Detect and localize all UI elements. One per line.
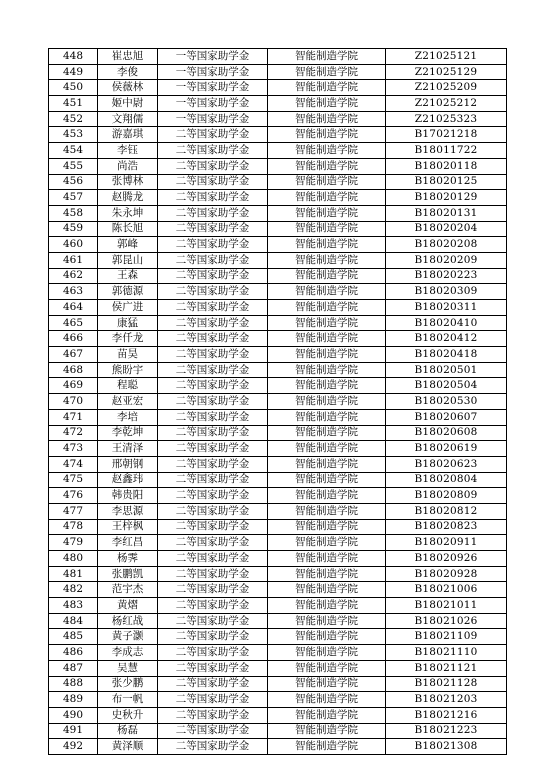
cell-sequence-number: 470 (49, 394, 98, 410)
table-row (49, 49, 507, 65)
cell-student-name: 游嘉琪 (98, 127, 158, 143)
cell-college: 智能制造学院 (268, 660, 386, 676)
table-row (49, 80, 507, 96)
cell-college: 智能制造学院 (268, 488, 386, 504)
cell-award-type: 二等国家助学金 (158, 284, 268, 300)
cell-college: 智能制造学院 (268, 205, 386, 221)
cell-award-type: 二等国家助学金 (158, 707, 268, 723)
cell-student-id: B18020928 (386, 566, 507, 582)
cell-student-id: B18020623 (386, 456, 507, 472)
table-row (49, 582, 507, 598)
cell-college: 智能制造学院 (268, 692, 386, 708)
cell-student-name: 黄熠 (98, 598, 158, 614)
cell-college: 智能制造学院 (268, 268, 386, 284)
cell-sequence-number: 449 (49, 64, 98, 80)
cell-student-id: B18021223 (386, 723, 507, 739)
table-row (49, 127, 507, 143)
cell-college: 智能制造学院 (268, 300, 386, 316)
cell-award-type: 二等国家助学金 (158, 158, 268, 174)
table-row (49, 441, 507, 457)
table-row (49, 315, 507, 331)
cell-student-id: B18020208 (386, 237, 507, 253)
cell-college: 智能制造学院 (268, 645, 386, 661)
table-row (49, 535, 507, 551)
cell-college: 智能制造学院 (268, 409, 386, 425)
cell-student-name: 朱永坤 (98, 205, 158, 221)
table-row (49, 551, 507, 567)
cell-award-type: 二等国家助学金 (158, 676, 268, 692)
cell-award-type: 二等国家助学金 (158, 394, 268, 410)
cell-student-name: 李乾坤 (98, 425, 158, 441)
cell-student-name: 黄泽顺 (98, 739, 158, 755)
cell-student-id: B18021216 (386, 707, 507, 723)
cell-student-id: Z21025209 (386, 80, 507, 96)
cell-student-id: B18021011 (386, 598, 507, 614)
cell-award-type: 二等国家助学金 (158, 692, 268, 708)
cell-sequence-number: 451 (49, 96, 98, 112)
cell-student-id: B18021308 (386, 739, 507, 755)
table-row (49, 488, 507, 504)
cell-college: 智能制造学院 (268, 503, 386, 519)
cell-award-type: 二等国家助学金 (158, 221, 268, 237)
cell-college: 智能制造学院 (268, 535, 386, 551)
cell-award-type: 二等国家助学金 (158, 566, 268, 582)
cell-student-id: B18020410 (386, 315, 507, 331)
cell-award-type: 二等国家助学金 (158, 425, 268, 441)
table-row (49, 456, 507, 472)
table-row (49, 503, 507, 519)
cell-student-name: 杨磊 (98, 723, 158, 739)
cell-sequence-number: 466 (49, 331, 98, 347)
cell-award-type: 二等国家助学金 (158, 409, 268, 425)
cell-student-name: 李成志 (98, 645, 158, 661)
cell-student-name: 李俊 (98, 64, 158, 80)
cell-award-type: 二等国家助学金 (158, 519, 268, 535)
table-row (49, 237, 507, 253)
cell-college: 智能制造学院 (268, 174, 386, 190)
cell-award-type: 二等国家助学金 (158, 378, 268, 394)
table-row (49, 378, 507, 394)
cell-sequence-number: 461 (49, 252, 98, 268)
cell-sequence-number: 475 (49, 472, 98, 488)
cell-college: 智能制造学院 (268, 111, 386, 127)
cell-college: 智能制造学院 (268, 64, 386, 80)
cell-college: 智能制造学院 (268, 252, 386, 268)
table-row (49, 362, 507, 378)
cell-student-id: B18020504 (386, 378, 507, 394)
table-row (49, 347, 507, 363)
cell-student-id: B18011722 (386, 143, 507, 159)
cell-sequence-number: 478 (49, 519, 98, 535)
cell-student-name: 郭德源 (98, 284, 158, 300)
cell-student-id: B18020619 (386, 441, 507, 457)
cell-college: 智能制造学院 (268, 190, 386, 206)
cell-college: 智能制造学院 (268, 221, 386, 237)
cell-award-type: 二等国家助学金 (158, 629, 268, 645)
cell-student-id: B17021218 (386, 127, 507, 143)
table-row (49, 252, 507, 268)
table-row (49, 409, 507, 425)
cell-student-id: B18020209 (386, 252, 507, 268)
cell-college: 智能制造学院 (268, 284, 386, 300)
table-row (49, 566, 507, 582)
cell-sequence-number: 458 (49, 205, 98, 221)
cell-college: 智能制造学院 (268, 237, 386, 253)
cell-student-id: B18020204 (386, 221, 507, 237)
cell-student-id: Z21025121 (386, 49, 507, 65)
cell-sequence-number: 469 (49, 378, 98, 394)
cell-sequence-number: 483 (49, 598, 98, 614)
table-row (49, 96, 507, 112)
cell-sequence-number: 453 (49, 127, 98, 143)
cell-college: 智能制造学院 (268, 739, 386, 755)
table-row (49, 472, 507, 488)
cell-student-id: B18021121 (386, 660, 507, 676)
cell-student-name: 王森 (98, 268, 158, 284)
cell-student-name: 尚浩 (98, 158, 158, 174)
cell-sequence-number: 474 (49, 456, 98, 472)
cell-sequence-number: 479 (49, 535, 98, 551)
cell-college: 智能制造学院 (268, 629, 386, 645)
cell-college: 智能制造学院 (268, 707, 386, 723)
table-row (49, 707, 507, 723)
cell-sequence-number: 473 (49, 441, 98, 457)
cell-award-type: 二等国家助学金 (158, 190, 268, 206)
cell-student-name: 杨红战 (98, 613, 158, 629)
cell-college: 智能制造学院 (268, 582, 386, 598)
table-row (49, 190, 507, 206)
cell-sequence-number: 456 (49, 174, 98, 190)
table-row (49, 111, 507, 127)
cell-student-name: 吴慧 (98, 660, 158, 676)
cell-student-id: B18020118 (386, 158, 507, 174)
cell-award-type: 二等国家助学金 (158, 503, 268, 519)
cell-college: 智能制造学院 (268, 566, 386, 582)
cell-student-name: 布一帆 (98, 692, 158, 708)
cell-student-name: 侯广进 (98, 300, 158, 316)
cell-college: 智能制造学院 (268, 441, 386, 457)
cell-college: 智能制造学院 (268, 331, 386, 347)
cell-award-type: 二等国家助学金 (158, 237, 268, 253)
cell-sequence-number: 468 (49, 362, 98, 378)
cell-student-id: B18020131 (386, 205, 507, 221)
table-row (49, 174, 507, 190)
table-body (49, 49, 507, 755)
grant-list-table (48, 48, 507, 755)
cell-student-id: B18021128 (386, 676, 507, 692)
cell-college: 智能制造学院 (268, 613, 386, 629)
table-row (49, 205, 507, 221)
cell-student-name: 程聪 (98, 378, 158, 394)
cell-sequence-number: 489 (49, 692, 98, 708)
cell-student-id: B18020530 (386, 394, 507, 410)
cell-college: 智能制造学院 (268, 425, 386, 441)
cell-award-type: 二等国家助学金 (158, 362, 268, 378)
table-row (49, 300, 507, 316)
cell-sequence-number: 463 (49, 284, 98, 300)
cell-sequence-number: 486 (49, 645, 98, 661)
table-row (49, 331, 507, 347)
table-row (49, 221, 507, 237)
cell-student-name: 文翔儒 (98, 111, 158, 127)
table-row (49, 629, 507, 645)
cell-award-type: 二等国家助学金 (158, 582, 268, 598)
table-row (49, 739, 507, 755)
table-row (49, 660, 507, 676)
cell-student-id: B18021110 (386, 645, 507, 661)
cell-college: 智能制造学院 (268, 143, 386, 159)
cell-award-type: 二等国家助学金 (158, 723, 268, 739)
cell-student-id: B18020125 (386, 174, 507, 190)
cell-award-type: 一等国家助学金 (158, 49, 268, 65)
cell-college: 智能制造学院 (268, 362, 386, 378)
cell-sequence-number: 492 (49, 739, 98, 755)
cell-award-type: 二等国家助学金 (158, 300, 268, 316)
cell-student-name: 赵腾龙 (98, 190, 158, 206)
table-row (49, 519, 507, 535)
cell-award-type: 二等国家助学金 (158, 660, 268, 676)
cell-sequence-number: 485 (49, 629, 98, 645)
cell-college: 智能制造学院 (268, 347, 386, 363)
cell-student-id: B18020608 (386, 425, 507, 441)
cell-award-type: 一等国家助学金 (158, 80, 268, 96)
cell-student-id: B18020129 (386, 190, 507, 206)
cell-award-type: 二等国家助学金 (158, 174, 268, 190)
cell-student-name: 郭昆山 (98, 252, 158, 268)
table-row (49, 645, 507, 661)
cell-award-type: 二等国家助学金 (158, 488, 268, 504)
cell-student-name: 李钰 (98, 143, 158, 159)
cell-student-name: 陈长旭 (98, 221, 158, 237)
cell-student-name: 赵亚宏 (98, 394, 158, 410)
cell-college: 智能制造学院 (268, 378, 386, 394)
cell-sequence-number: 487 (49, 660, 98, 676)
cell-student-id: B18020418 (386, 347, 507, 363)
cell-student-name: 张鹏凯 (98, 566, 158, 582)
cell-student-name: 郭峰 (98, 237, 158, 253)
cell-college: 智能制造学院 (268, 394, 386, 410)
cell-sequence-number: 462 (49, 268, 98, 284)
cell-college: 智能制造学院 (268, 127, 386, 143)
cell-student-id: B18021109 (386, 629, 507, 645)
table-row (49, 425, 507, 441)
table-row (49, 692, 507, 708)
cell-sequence-number: 454 (49, 143, 98, 159)
cell-student-name: 张少鹏 (98, 676, 158, 692)
cell-sequence-number: 482 (49, 582, 98, 598)
cell-student-name: 韩贵阳 (98, 488, 158, 504)
table-row (49, 143, 507, 159)
cell-student-name: 侯薇林 (98, 80, 158, 96)
cell-sequence-number: 471 (49, 409, 98, 425)
cell-sequence-number: 481 (49, 566, 98, 582)
cell-student-name: 张博林 (98, 174, 158, 190)
cell-student-id: B18020911 (386, 535, 507, 551)
table-row (49, 268, 507, 284)
table-row (49, 676, 507, 692)
cell-award-type: 二等国家助学金 (158, 645, 268, 661)
cell-sequence-number: 467 (49, 347, 98, 363)
cell-sequence-number: 455 (49, 158, 98, 174)
cell-student-name: 赵鑫玮 (98, 472, 158, 488)
cell-college: 智能制造学院 (268, 49, 386, 65)
cell-sequence-number: 490 (49, 707, 98, 723)
cell-student-name: 李思源 (98, 503, 158, 519)
cell-college: 智能制造学院 (268, 80, 386, 96)
cell-college: 智能制造学院 (268, 519, 386, 535)
cell-award-type: 二等国家助学金 (158, 441, 268, 457)
cell-sequence-number: 476 (49, 488, 98, 504)
cell-award-type: 二等国家助学金 (158, 456, 268, 472)
cell-student-name: 苗昊 (98, 347, 158, 363)
cell-student-id: B18020412 (386, 331, 507, 347)
cell-college: 智能制造学院 (268, 456, 386, 472)
cell-student-id: B18021203 (386, 692, 507, 708)
table-row (49, 394, 507, 410)
cell-sequence-number: 452 (49, 111, 98, 127)
cell-student-id: Z21025323 (386, 111, 507, 127)
table-row (49, 723, 507, 739)
cell-award-type: 二等国家助学金 (158, 613, 268, 629)
cell-sequence-number: 491 (49, 723, 98, 739)
cell-award-type: 一等国家助学金 (158, 96, 268, 112)
cell-student-name: 康猛 (98, 315, 158, 331)
cell-student-name: 史秋升 (98, 707, 158, 723)
cell-college: 智能制造学院 (268, 598, 386, 614)
cell-sequence-number: 477 (49, 503, 98, 519)
cell-college: 智能制造学院 (268, 158, 386, 174)
cell-college: 智能制造学院 (268, 315, 386, 331)
cell-sequence-number: 464 (49, 300, 98, 316)
cell-student-id: Z21025212 (386, 96, 507, 112)
cell-award-type: 二等国家助学金 (158, 598, 268, 614)
cell-student-name: 李红昌 (98, 535, 158, 551)
cell-sequence-number: 450 (49, 80, 98, 96)
cell-student-name: 王清泽 (98, 441, 158, 457)
cell-award-type: 二等国家助学金 (158, 347, 268, 363)
cell-award-type: 一等国家助学金 (158, 111, 268, 127)
cell-student-name: 崔忠旭 (98, 49, 158, 65)
cell-sequence-number: 488 (49, 676, 98, 692)
cell-college: 智能制造学院 (268, 96, 386, 112)
cell-student-name: 姬中尉 (98, 96, 158, 112)
cell-student-id: B18020223 (386, 268, 507, 284)
cell-award-type: 二等国家助学金 (158, 739, 268, 755)
cell-sequence-number: 448 (49, 49, 98, 65)
cell-student-name: 杨霁 (98, 551, 158, 567)
cell-student-id: B18020809 (386, 488, 507, 504)
cell-sequence-number: 465 (49, 315, 98, 331)
cell-student-id: B18020926 (386, 551, 507, 567)
cell-student-id: B18021006 (386, 582, 507, 598)
cell-student-name: 王梓枫 (98, 519, 158, 535)
cell-student-name: 邢朝钢 (98, 456, 158, 472)
cell-student-id: B18020607 (386, 409, 507, 425)
cell-sequence-number: 484 (49, 613, 98, 629)
table-row (49, 598, 507, 614)
cell-student-name: 熊盼宇 (98, 362, 158, 378)
cell-award-type: 二等国家助学金 (158, 315, 268, 331)
cell-college: 智能制造学院 (268, 676, 386, 692)
cell-award-type: 二等国家助学金 (158, 205, 268, 221)
cell-sequence-number: 472 (49, 425, 98, 441)
cell-award-type: 一等国家助学金 (158, 64, 268, 80)
cell-student-name: 李培 (98, 409, 158, 425)
cell-student-name: 黄子灏 (98, 629, 158, 645)
cell-award-type: 二等国家助学金 (158, 472, 268, 488)
table-row (49, 284, 507, 300)
cell-student-id: B18020804 (386, 472, 507, 488)
cell-student-name: 李仟龙 (98, 331, 158, 347)
cell-student-id: B18021026 (386, 613, 507, 629)
cell-student-id: B18020823 (386, 519, 507, 535)
table-row (49, 158, 507, 174)
cell-college: 智能制造学院 (268, 472, 386, 488)
cell-award-type: 二等国家助学金 (158, 268, 268, 284)
cell-award-type: 二等国家助学金 (158, 127, 268, 143)
cell-student-id: B18020309 (386, 284, 507, 300)
cell-student-id: B18020812 (386, 503, 507, 519)
cell-award-type: 二等国家助学金 (158, 331, 268, 347)
cell-award-type: 二等国家助学金 (158, 535, 268, 551)
cell-college: 智能制造学院 (268, 723, 386, 739)
cell-award-type: 二等国家助学金 (158, 252, 268, 268)
cell-sequence-number: 460 (49, 237, 98, 253)
cell-sequence-number: 480 (49, 551, 98, 567)
cell-award-type: 二等国家助学金 (158, 143, 268, 159)
cell-award-type: 二等国家助学金 (158, 551, 268, 567)
table-row (49, 64, 507, 80)
cell-sequence-number: 459 (49, 221, 98, 237)
cell-student-id: B18020311 (386, 300, 507, 316)
cell-student-id: B18020501 (386, 362, 507, 378)
cell-student-name: 范宇杰 (98, 582, 158, 598)
cell-student-id: Z21025129 (386, 64, 507, 80)
table-row (49, 613, 507, 629)
cell-college: 智能制造学院 (268, 551, 386, 567)
cell-sequence-number: 457 (49, 190, 98, 206)
